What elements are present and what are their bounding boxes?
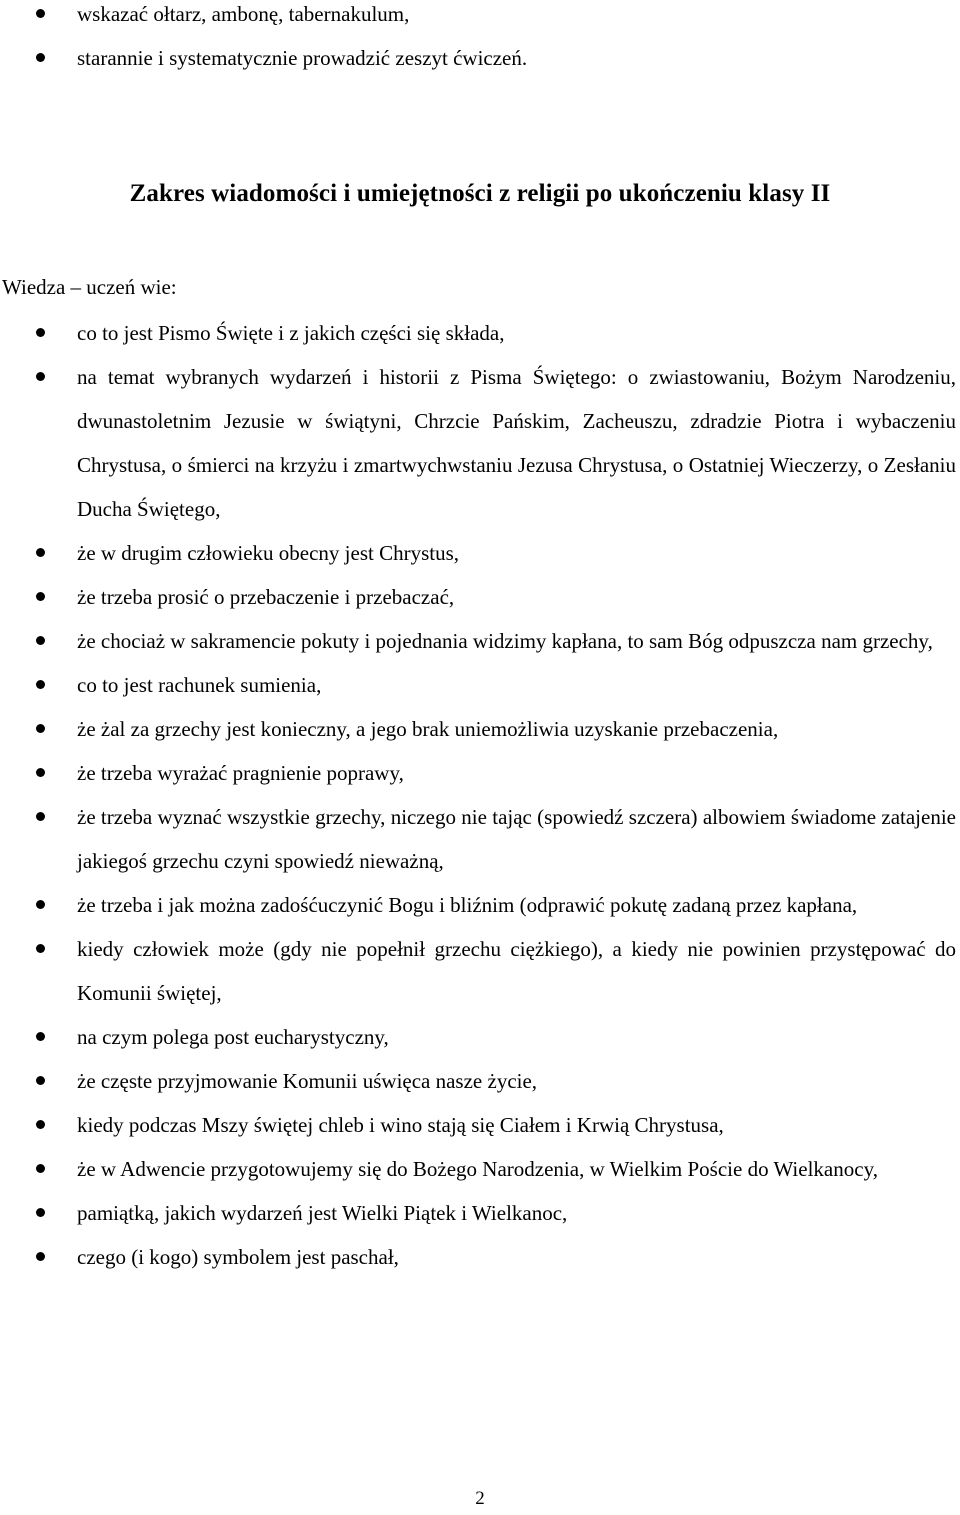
- list-item: [0, 883, 958, 927]
- bullet-icon: [36, 548, 45, 557]
- bullet-icon: [36, 1208, 45, 1217]
- list-item: [0, 0, 958, 36]
- list-item: [0, 1103, 958, 1147]
- list-item: [0, 707, 958, 751]
- list-item-text: że w drugim człowieku obecny jest Chrystus,: [77, 541, 459, 565]
- list-item-text: czego (i kogo) symbolem jest paschał,: [77, 1245, 399, 1269]
- list-item: [0, 531, 958, 575]
- bullet-icon: [36, 1252, 45, 1261]
- knowledge-bullet-list: [0, 311, 958, 1279]
- bullet-icon: [36, 1032, 45, 1041]
- list-item: [0, 751, 958, 795]
- list-item-text: że trzeba prosić o przebaczenie i przebaczać,: [77, 585, 455, 609]
- list-item-text: co to jest rachunek sumienia,: [77, 673, 322, 697]
- page-number: 2: [475, 1488, 485, 1509]
- bullet-icon: [36, 592, 45, 601]
- bullet-icon: [36, 1076, 45, 1085]
- top-bullet-list: [0, 0, 958, 80]
- list-item-text: pamiątką, jakich wydarzeń jest Wielki Piątek i Wielkanoc,: [77, 1201, 568, 1225]
- list-item: [0, 36, 958, 80]
- list-item: [0, 355, 958, 531]
- bullet-icon: [36, 812, 45, 821]
- bullet-icon: [36, 636, 45, 645]
- list-item-text: kiedy człowiek może (gdy nie popełnił grzechu ciężkiego), a kiedy nie powinien przystępować do Komunii świętej,: [77, 937, 956, 1005]
- bullet-icon: [36, 372, 45, 381]
- list-item: [0, 795, 958, 883]
- bullet-icon: [36, 9, 45, 18]
- list-item: [0, 311, 958, 355]
- list-item-text: że w Adwencie przygotowujemy się do Bożego Narodzenia, w Wielkim Poście do Wielkanocy,: [77, 1157, 878, 1181]
- section-heading: Zakres wiadomości i umiejętności z religii po ukończeniu klasy II: [129, 180, 831, 207]
- bullet-icon: [36, 1164, 45, 1173]
- list-item-text: kiedy podczas Mszy świętej chleb i wino stają się Ciałem i Krwią Chrystusa,: [77, 1113, 724, 1137]
- list-item: [0, 1147, 958, 1191]
- list-item-text: że trzeba wyznać wszystkie grzechy, niczego nie tając (spowiedź szczera) albowiem świadome zatajenie jakiegoś grzechu czyni spowiedź nieważną,: [77, 805, 956, 873]
- list-item: [0, 1191, 958, 1235]
- intro-line: Wiedza – uczeń wie:: [2, 275, 177, 299]
- list-item-text: że żal za grzechy jest konieczny, a jego brak uniemożliwia uzyskanie przebaczenia,: [77, 717, 779, 741]
- list-item-text: że trzeba wyrażać pragnienie poprawy,: [77, 761, 404, 785]
- bullet-icon: [36, 1120, 45, 1129]
- bullet-icon: [36, 768, 45, 777]
- bullet-icon: [36, 680, 45, 689]
- list-item-text: że trzeba i jak można zadośćuczynić Bogu i bliźnim (odprawić pokutę zadaną przez kapłana,: [77, 893, 858, 917]
- bullet-icon: [36, 724, 45, 733]
- list-item: [0, 663, 958, 707]
- list-item-text: starannie i systematycznie prowadzić zeszyt ćwiczeń.: [77, 46, 528, 70]
- list-item-text: co to jest Pismo Święte i z jakich części się składa,: [77, 321, 505, 345]
- bullet-icon: [36, 944, 45, 953]
- list-item-text: wskazać ołtarz, ambonę, tabernakulum,: [77, 2, 410, 26]
- list-item-text: że częste przyjmowanie Komunii uświęca nasze życie,: [77, 1069, 538, 1093]
- list-item: [0, 1235, 958, 1279]
- bullet-icon: [36, 328, 45, 337]
- list-item-text: na czym polega post eucharystyczny,: [77, 1025, 389, 1049]
- list-item-text: na temat wybranych wydarzeń i historii z Pisma Świętego: o zwiastowaniu, Bożym Narodzeniu, dwunastoletnim Jezusie w świątyni, Chrzcie Pańskim, Zacheuszu, zdradzie Piotra i wybaczeniu Chrystusa, o śmierci na krzyżu i zmartwychwstaniu Jezusa Chrystusa, o Ostatniej Wieczerzy, o Zesłaniu Ducha Świętego,: [77, 365, 956, 521]
- list-item: [0, 1059, 958, 1103]
- list-item: [0, 1015, 958, 1059]
- list-item: [0, 927, 958, 1015]
- list-item: [0, 575, 958, 619]
- bullet-icon: [36, 900, 45, 909]
- list-item-text: że chociaż w sakramencie pokuty i pojednania widzimy kapłana, to sam Bóg odpuszcza nam grzechy,: [77, 629, 933, 653]
- bullet-icon: [36, 53, 45, 62]
- list-item: [0, 619, 958, 663]
